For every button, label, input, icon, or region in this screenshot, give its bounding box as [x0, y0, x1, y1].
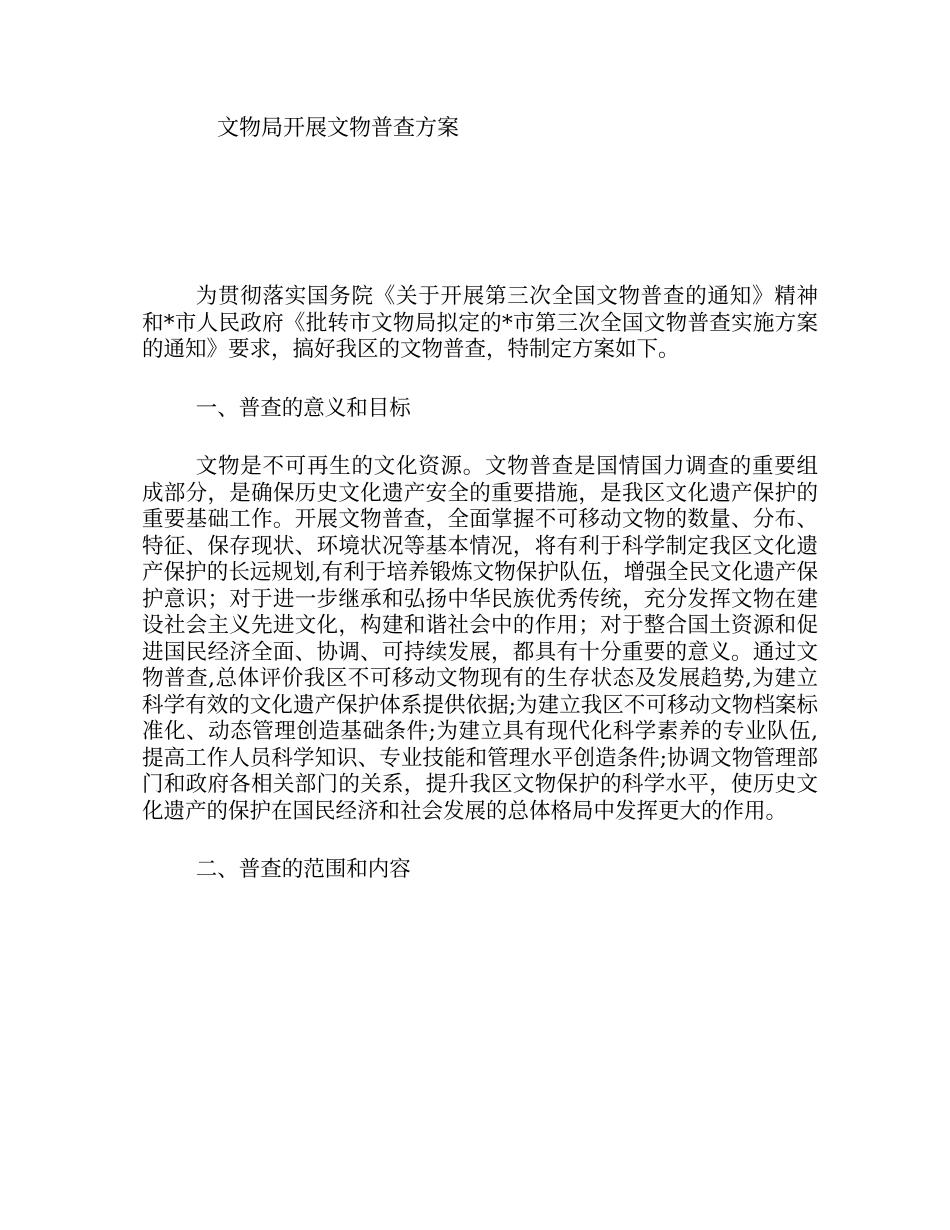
section-heading-2: 二、普查的范围和内容	[195, 857, 411, 882]
intro-paragraph: 为贯彻落实国务院《关于开展第三次全国文物普查的通知》精神和*市人民政府《批转市文物局拟定的*市第三次全国文物普查实施方案的通知》要求，搞好我区的文物普查，特制定方案如下。	[142, 284, 818, 362]
document-title: 文物局开展文物普查方案	[217, 116, 460, 141]
section-1-paragraph: 文物是不可再生的文化资源。文物普查是国情国力调查的重要组成部分，是确保历史文化遗产安全的重要措施，是我区文化遗产保护的重要基础工作。开展文物普查，全面掌握不可移动文物的数量、分布、特征、保存现状、环境状况等基本情况，将有利于科学制定我区文化遗产保护的长远规划,有利于培养锻炼文物保护队伍，增强全民文化遗产保护意识；对于进一步继承和弘扬中华民族优秀传统，充分发挥文物在建设社会主义先进文化，构建和谐社会中的作用；对于整合国土资源和促进国民经济全面、协调、可持续发展，都具有十分重要的意义。通过文物普查,总体评价我区不可移动文物现有的生存状态及发展趋势,为建立科学有效的文化遗产保护体系提供依据;为建立我区不可移动文物档案标准化、动态管理创造基础条件;为建立具有现代化科学素养的专业队伍,提高工作人员科学知识、专业技能和管理水平创造条件;协调文物管理部门和政府各相关部门的关系，提升我区文物保护的科学水平，使历史文化遗产的保护在国民经济和社会发展的总体格局中发挥更大的作用。	[142, 454, 818, 824]
document-body	[142, 284, 818, 884]
section-heading-1: 一、普查的意义和目标	[195, 395, 411, 421]
